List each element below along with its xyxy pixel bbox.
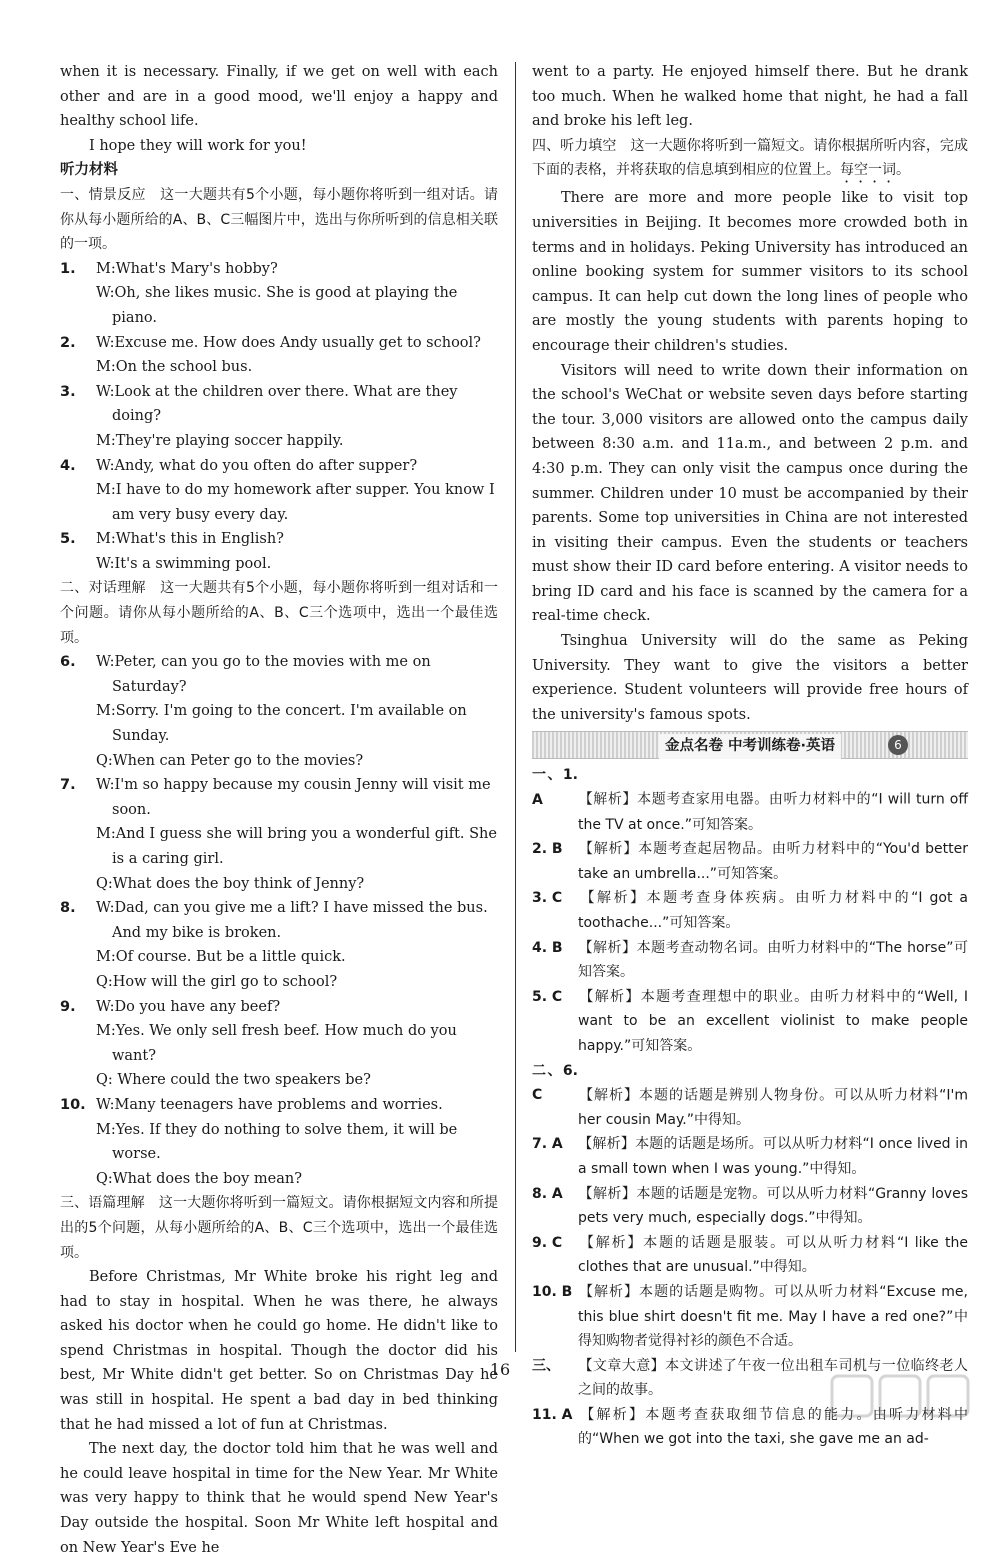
answer-number: 二、6. C <box>532 1062 578 1104</box>
answer-item <box>532 1280 968 1354</box>
answer-number: 10. B <box>532 1283 573 1300</box>
answer-number: 11. A <box>532 1406 573 1423</box>
dialogue-item <box>60 331 498 380</box>
answer-text: 【解析】本题的话题是场所。可以从听力材料“I once lived in a small town when I was young.”中得知。 <box>578 1136 968 1177</box>
answer-banner <box>532 731 968 759</box>
answer-number: 8. A <box>532 1185 563 1202</box>
answer-item <box>532 985 968 1059</box>
dialogue-line: Q: Where could the two speakers be? <box>96 1072 371 1089</box>
answer-item <box>532 763 968 837</box>
answer-text: 【解析】本题考查动物名词。由听力材料中的“The horse”可知答案。 <box>578 939 968 981</box>
item-number: 1. <box>60 260 76 277</box>
item-number: 9. <box>60 998 76 1015</box>
dialogue-item <box>60 1093 498 1191</box>
answer-text: 【解析】本题考查家用电器。由听力材料中的“I will turn off the TV at once.”可知答案。 <box>578 792 968 833</box>
watermark-logo-icon <box>830 1372 990 1422</box>
item-number: 5. <box>60 531 76 548</box>
answer-item <box>532 1182 968 1231</box>
passage-paragraph: Before Christmas, Mr White broke his right leg and had to stay in hospital. When he was there, he always asked his doctor when he could go home. He didn't like to spend Christmas in hospital. Though the doctor did his best, Mr White didn't get better. So on Christmas Day he was still in hospital. He spent a bad day in bed thinking that he had missed a lot of fun at Christmas. <box>60 1269 498 1433</box>
answer-text: 【解析】本题考查理想中的职业。由听力材料中的“Well, I want to be an excellent violinist to make people happy.”可知答案。 <box>578 988 968 1054</box>
dialogue-line: W:I'm so happy because my cousin Jenny will visit me soon. <box>96 777 491 818</box>
item-number: 7. <box>60 777 76 794</box>
answer-text: 【解析】本题考查起居物品。由听力材料中的“You'd better take an umbrella...”可知答案。 <box>578 841 968 882</box>
dialogue-item <box>60 380 498 454</box>
passage-paragraph: There are more and more people like to visit top universities in Beijing. It becomes more crowded both in terms and in holidays. Peking University has introduced an online booking system for summer visitors to its school campus. It can help cut down the long lines of people who are mostly the young students with parents hoping to encourage their children's studies. <box>532 190 968 354</box>
passage-paragraph: Tsinghua University will do the same as Peking University. They want to give the visitors a better experience. Student volunteers will provide free hours of the university's famous spots. <box>532 633 968 723</box>
answer-number: 9. C <box>532 1234 563 1251</box>
answer-number: 三、 <box>532 1357 560 1374</box>
dialogue-line: M:Sorry. I'm going to the concert. I'm available on Sunday. <box>96 703 467 745</box>
answer-text: 【文章大意】本文讲述了午夜一位出租车司机与一位临终老人之间的故事。 <box>578 1357 968 1399</box>
answer-item <box>532 1132 968 1181</box>
left-column <box>60 60 498 1560</box>
answer-item <box>532 1231 968 1280</box>
dialogue-line: W:Andy, what do you often do after supper? <box>96 457 418 474</box>
answer-number: 2. B <box>532 841 563 858</box>
answer-number: 3. C <box>532 890 563 907</box>
dialogue-item <box>60 995 498 1093</box>
dialogue-line: W:Oh, she likes music. She is good at playing the piano. <box>96 285 458 326</box>
passage-continuation: went to a party. He enjoyed himself there. But he drank too much. When he walked home that night, he had a fall and broke his left leg. <box>532 64 968 130</box>
section1-instructions: 一、情景反应 这一大题共有5个小题，每小题你将听到一组对话。请你从每小题所给的A、B、C三幅图片中，选出与你所听到的信息相关联的一项。 <box>60 186 498 253</box>
dialogue-line: Q:What does the boy think of Jenny? <box>96 875 365 892</box>
dialogue-line: W:Do you have any beef? <box>96 998 281 1015</box>
answer-item <box>532 936 968 985</box>
dialogue-line: W:Dad, can you give me a lift? I have missed the bus. And my bike is broken. <box>96 900 488 941</box>
dialogue-line: M:Yes. We only sell fresh beef. How much do you want? <box>96 1023 457 1064</box>
answer-number: 7. A <box>532 1136 563 1153</box>
dialogue-item <box>60 650 498 773</box>
dialogue-item <box>60 454 498 528</box>
dialogue-line: M:On the school bus. <box>96 359 253 376</box>
section4-title: 四、听力填空 这一大题你将听到一篇短文。请你根据所听内容，完成下面的表格，并将获取的信息填到相应的位置上。 <box>532 137 968 179</box>
dialogue-line: Q:What does the boy mean? <box>96 1170 302 1187</box>
dialogue-line: W:Look at the children over there. What are they doing? <box>96 383 458 425</box>
dialogue-line: M:What's this in English? <box>96 531 284 548</box>
answer-number: 一、1. A <box>532 767 578 809</box>
intro-closing: I hope they will work for you! <box>89 137 307 154</box>
dialogue-line: W:Excuse me. How does Andy usually get to school? <box>96 334 481 351</box>
answer-text: 【解析】本题的话题是辨别人物身份。可以从听力材料“I'm her cousin May.”中得知。 <box>578 1087 968 1128</box>
page-number: 16 <box>489 1360 511 1379</box>
answer-item <box>532 1059 968 1133</box>
section4-instructions <box>532 134 968 187</box>
column-divider <box>515 62 516 1352</box>
answer-number: 4. B <box>532 939 563 956</box>
intro-paragraph: when it is necessary. Finally, if we get on well with each other and are in a good mood, we'll enjoy a happy and healthy school life. <box>60 64 498 130</box>
banner-title: 金点名卷 中考训练卷·英语 <box>659 734 841 759</box>
dialogue-line: M:Of course. But be a little quick. <box>96 949 346 966</box>
section-heading: 听力材料 <box>60 162 118 179</box>
answer-text: 【解析】本题考查身体疾病。由听力材料中的“I got a toothache...”可知答案。 <box>578 890 968 931</box>
dialogue-line: W:Many teenagers have problems and worries. <box>96 1096 443 1113</box>
section3-instructions: 三、语篇理解 这一大题你将听到一篇短文。请你根据短文内容和所提出的5个问题，从每小题所给的A、B、C三个选项中，选出一个最佳选项。 <box>60 1195 498 1261</box>
answer-number: 5. C <box>532 988 563 1005</box>
dialogue-line: M:And I guess she will bring you a wonderful gift. She is a caring girl. <box>96 826 497 867</box>
section4-emphasis: 每空一词。 <box>840 162 910 179</box>
dialogue-line: M:They're playing soccer happily. <box>96 432 344 449</box>
item-number: 3. <box>60 383 76 400</box>
dialogue-line: M:What's Mary's hobby? <box>96 260 278 277</box>
dialogue-item <box>60 896 498 994</box>
dialogue-line: W:It's a swimming pool. <box>96 555 272 572</box>
banner-number-badge: 6 <box>888 735 908 755</box>
answer-text: 【解析】本题的话题是服装。可以从听力材料“I like the clothes that are unusual.”中得知。 <box>578 1234 968 1276</box>
answer-item <box>532 837 968 886</box>
dialogue-line: M:Yes. If they do nothing to solve them, it will be worse. <box>96 1121 458 1163</box>
passage-paragraph: The next day, the doctor told him that he was well and he could leave hospital in time for the New Year. Mr White was very happy to think that he would spend New Year's Day outside the hospital. Soon Mr White left hospital and on New Year's Eve he <box>60 1441 498 1556</box>
answer-text: 【解析】本题考查获取细节信息的能力。由听力材料中的“When we got into the taxi, she gave me an ad- <box>578 1406 968 1448</box>
item-number: 4. <box>60 457 76 474</box>
dialogue-item <box>60 773 498 896</box>
dialogue-line: M:I have to do my homework after supper. You know I am very busy every day. <box>96 482 495 523</box>
passage-paragraph: Visitors will need to write down their information on the school's WeChat or website seven days before starting the tour. 3,000 visitors are allowed onto the campus daily between 8:30 a.m. and 11a.m., and between 2 p.m. and 4:30 p.m. They can only visit the campus once during the summer. Children under 10 must be accompanied by their parents. Some top universities in China are not interested in visiting their campus. Even the students or teachers must show their ID card before entering. A visitor needs to bring ID card and his face is scanned by the camera for a real-time check. <box>532 362 968 625</box>
item-number: 6. <box>60 654 76 671</box>
dialogue-line: Q:How will the girl go to school? <box>96 973 338 990</box>
right-column <box>532 60 968 1452</box>
section2-instructions: 二、对话理解 这一大题共有5个小题，每小题你将听到一组对话和一个问题。请你从每小题所给的A、B、C三个选项中，选出一个最佳选项。 <box>60 580 498 646</box>
section2-dialogues <box>60 650 498 1191</box>
item-number: 2. <box>60 334 76 351</box>
dialogue-item <box>60 257 498 331</box>
answer-text: 【解析】本题的话题是宠物。可以从听力材料“Granny loves pets very much, especially dogs.”中得知。 <box>578 1185 968 1227</box>
dialogue-item <box>60 527 498 576</box>
item-number: 10. <box>60 1096 86 1113</box>
answer-list <box>532 763 968 1452</box>
answer-text: 【解析】本题的话题是购物。可以从听力材料“Excuse me, this blue shirt doesn't fit me. May I have a red one?”中得知购物者觉得衬衫的颜色不合适。 <box>578 1283 968 1350</box>
dialogue-line: W:Peter, can you go to the movies with me on Saturday? <box>96 654 431 695</box>
item-number: 8. <box>60 900 76 917</box>
section1-dialogues <box>60 257 498 577</box>
dialogue-line: Q:When can Peter go to the movies? <box>96 752 364 769</box>
answer-item <box>532 886 968 935</box>
